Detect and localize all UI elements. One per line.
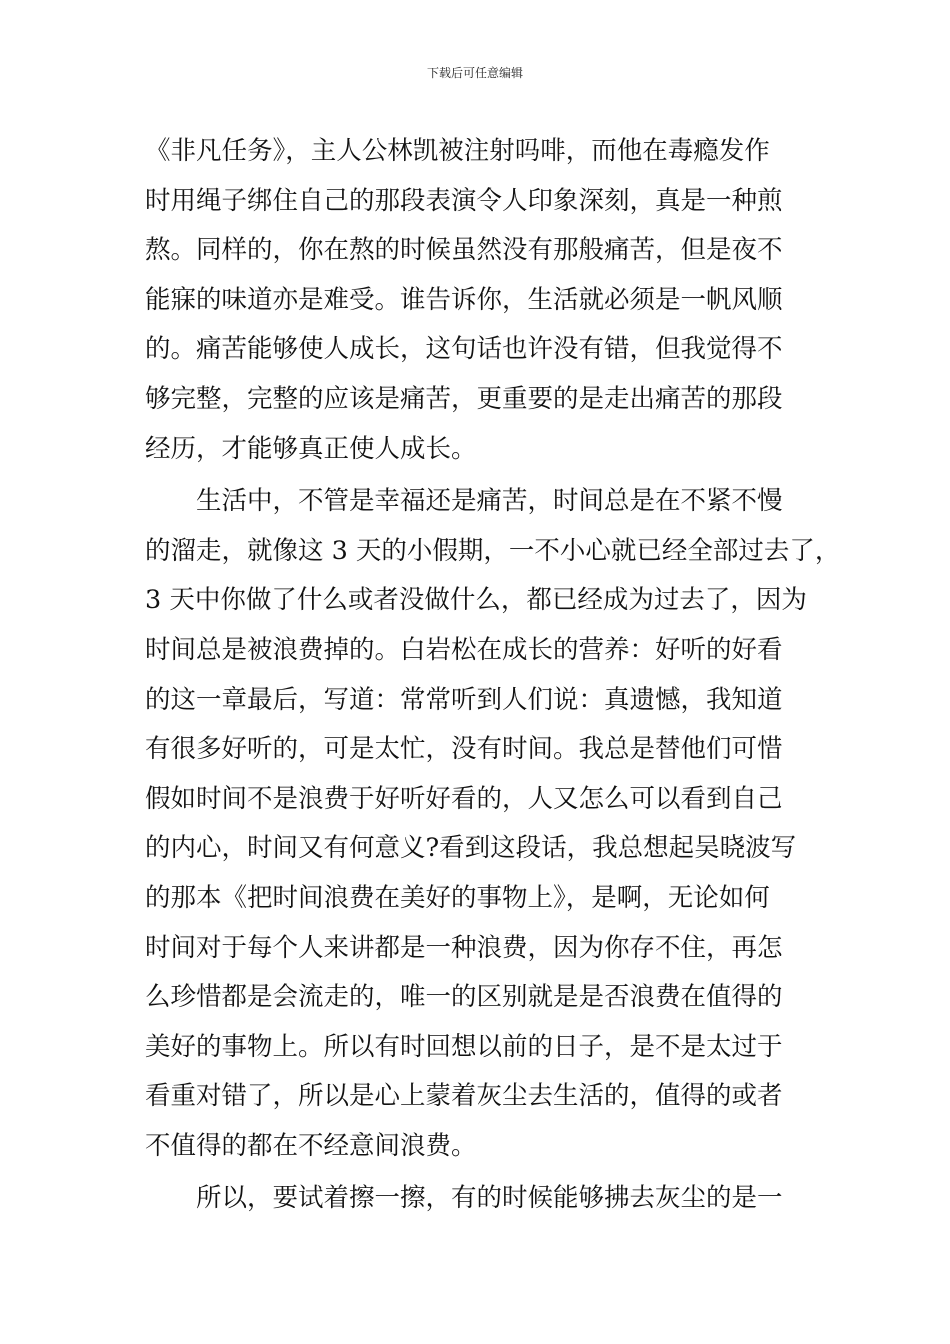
text-line: 熬。同样的，你在熬的时候虽然没有那般痛苦，但是夜不: [145, 235, 783, 266]
text-line: 么珍惜都是会流走的，唯一的区别就是是否浪费在值得的: [145, 982, 783, 1013]
text-line: 的。痛苦能够使人成长，这句话也许没有错，但我觉得不: [145, 334, 783, 365]
text-line: 够完整，完整的应该是痛苦，更重要的是走出痛苦的那段: [145, 383, 783, 414]
text-line: 假如时间不是浪费于好听好看的，人又怎么可以看到自己: [145, 783, 783, 814]
text-line: 美好的事物上。所以有时回想以前的日子，是不是太过于: [145, 1031, 783, 1062]
text-line: 时间总是被浪费掉的。白岩松在成长的营养：好听的好看: [145, 634, 783, 665]
text-line: 的这一章最后，写道：常常听到人们说：真遗憾，我知道: [145, 684, 783, 715]
text-line: 有很多好听的，可是太忙，没有时间。我总是替他们可惜: [145, 734, 783, 765]
text-line: 的那本《把时间浪费在美好的事物上》，是啊，无论如何: [145, 882, 770, 913]
text-line: 不值得的都在不经意间浪费。: [145, 1130, 477, 1161]
page-header: 下载后可任意编辑: [426, 66, 523, 80]
text-line: 3 天中你做了什么或者没做什么，都已经成为过去了，因为: [145, 585, 807, 616]
text-line: 《非凡任务》，主人公林凯被注射吗啡，而他在毒瘾发作: [145, 136, 770, 166]
paragraph-start-line: 所以，要试着擦一擦，有的时候能够拂去灰尘的是一: [196, 1183, 783, 1214]
document-body: [145, 127, 841, 1224]
text-line: 经历，才能够真正使人成长。: [145, 433, 477, 464]
text-line: 的内心，时间又有何意义?看到这段话，我总想起吴晓波写: [145, 833, 797, 864]
text-line: 时用绳子绑住自己的那段表演令人印象深刻，真是一种煎: [145, 185, 783, 216]
text-line: 看重对错了，所以是心上蒙着灰尘去生活的，值得的或者: [145, 1081, 783, 1112]
paragraph-start-line: 生活中，不管是幸福还是痛苦，时间总是在不紧不慢: [196, 486, 783, 517]
text-line: 能寐的味道亦是难受。谁告诉你，生活就必须是一帆风顺: [145, 284, 783, 315]
text-line: 时间对于每个人来讲都是一种浪费，因为你存不住，再怎: [145, 932, 783, 963]
text-line: 的溜走，就像这 3 天的小假期，一不小心就已经全部过去了，: [145, 535, 841, 566]
